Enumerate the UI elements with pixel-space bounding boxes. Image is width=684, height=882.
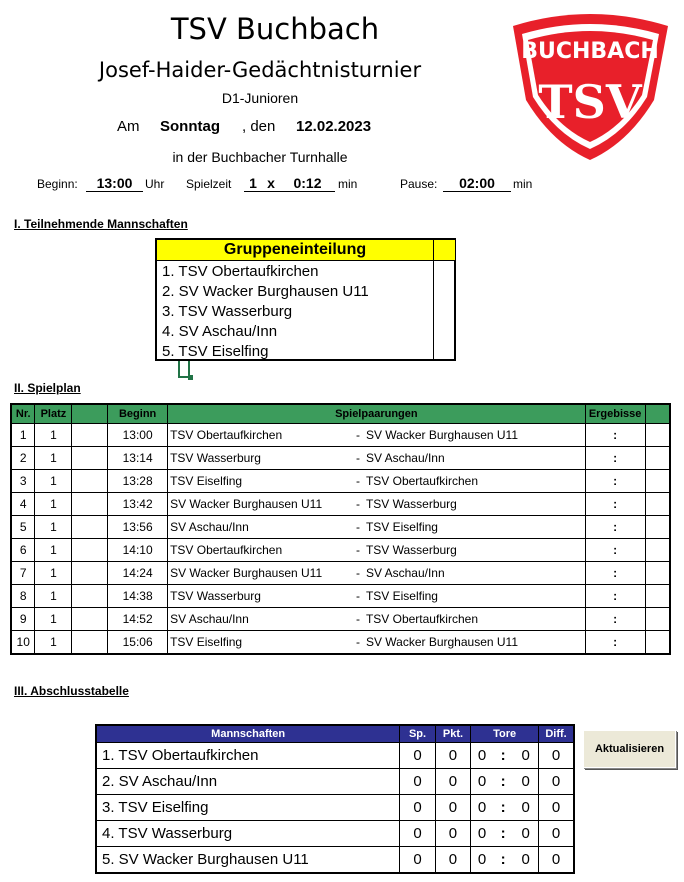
field-number: 1: [35, 608, 72, 631]
standings-row: [96, 847, 574, 874]
extra-cell: [645, 562, 670, 585]
pause-unit: min: [513, 177, 533, 191]
standings-row: [96, 821, 574, 847]
extra-cell: [645, 608, 670, 631]
logo-text-bottom: TSV: [538, 75, 642, 129]
away-team-name: TSV Eiselfing: [365, 520, 438, 534]
field-number: 1: [35, 424, 72, 447]
points: 0: [435, 795, 470, 821]
home-team: TSV Wasserburg: [168, 447, 362, 470]
goals-for: 0: [471, 847, 493, 874]
section-teams-title: I. Teilnehmende Mannschaften: [14, 217, 188, 231]
points: 0: [435, 769, 470, 795]
blank-cell: [72, 447, 108, 470]
field-number: 1: [35, 516, 72, 539]
schedule-row: [11, 608, 670, 631]
pause-label: Pause:: [400, 177, 438, 191]
goals-colon: :: [493, 743, 513, 769]
group-team-item[interactable]: 5. TSV Eiselfing: [162, 343, 269, 360]
away-team: [355, 447, 585, 470]
match-number: 1: [11, 424, 35, 447]
extra-cell: [645, 516, 670, 539]
date-mid: , den: [242, 118, 276, 135]
home-team: TSV Eiselfing: [168, 470, 362, 493]
playtime-unit: min: [338, 177, 358, 191]
blank-cell: [72, 631, 108, 655]
match-number: 7: [11, 562, 35, 585]
away-team-name: SV Wacker Burghausen U11: [365, 428, 519, 442]
tournament-name: Josef-Haider-Gedächtnisturnier: [98, 58, 422, 82]
goal-difference: 0: [539, 743, 574, 769]
schedule-row: [11, 493, 670, 516]
col-header-diff: Diff.: [539, 725, 574, 743]
goals-colon: :: [493, 769, 513, 795]
pairing-separator: -: [355, 612, 360, 626]
pairing-separator: -: [355, 451, 360, 465]
away-team-name: SV Aschau/Inn: [365, 566, 445, 580]
pairing-separator: -: [355, 520, 360, 534]
blank-cell: [72, 562, 108, 585]
home-team: TSV Eiselfing: [168, 631, 362, 655]
away-team-name: SV Wacker Burghausen U11: [365, 635, 519, 649]
pairing-separator: -: [355, 589, 360, 603]
group-header-filler: [433, 240, 455, 261]
standings-row: [96, 743, 574, 769]
result-cell[interactable]: :: [585, 447, 645, 470]
points: 0: [435, 821, 470, 847]
playtime-count[interactable]: 1: [244, 175, 262, 192]
standings-team: 5. SV Wacker Burghausen U11: [96, 847, 400, 874]
schedule-row: [11, 562, 670, 585]
col-header-sp: Sp.: [400, 725, 435, 743]
standings-team: 2. SV Aschau/Inn: [96, 769, 400, 795]
match-number: 6: [11, 539, 35, 562]
away-team: [355, 585, 585, 608]
playtime-x: x: [262, 175, 280, 192]
age-group: D1-Junioren: [221, 90, 299, 106]
away-team: [355, 562, 585, 585]
extra-cell: [645, 631, 670, 655]
group-team-item[interactable]: 2. SV Wacker Burghausen U11: [162, 283, 369, 300]
date: 12.02.2023: [296, 118, 372, 135]
start-time: 13:42: [108, 493, 168, 516]
field-number: 1: [35, 562, 72, 585]
match-number: 9: [11, 608, 35, 631]
goals-against: 0: [513, 743, 538, 769]
goals-for: 0: [471, 769, 493, 795]
blank-cell: [72, 424, 108, 447]
group-divider: [433, 261, 434, 359]
playtime-value[interactable]: 0:12: [280, 175, 335, 192]
extra-cell: [645, 424, 670, 447]
fill-handle[interactable]: [188, 375, 193, 380]
start-label: Beginn:: [37, 177, 78, 191]
result-cell[interactable]: :: [585, 562, 645, 585]
home-team: TSV Obertaufkirchen: [168, 424, 362, 447]
start-time: 15:06: [108, 631, 168, 655]
start-time: 13:00: [108, 424, 168, 447]
field-number: 1: [35, 539, 72, 562]
away-team-name: TSV Wasserburg: [365, 543, 457, 557]
goals-against: 0: [513, 847, 538, 874]
standings-team: 1. TSV Obertaufkirchen: [96, 743, 400, 769]
goal-difference: 0: [539, 821, 574, 847]
games-played: 0: [400, 847, 435, 874]
field-number: 1: [35, 493, 72, 516]
schedule-row: [11, 631, 670, 655]
pause-value[interactable]: 02:00: [443, 175, 511, 192]
schedule-row: [11, 585, 670, 608]
goals-against: 0: [513, 795, 538, 821]
schedule-table: [10, 403, 671, 655]
update-button[interactable]: Aktualisieren: [583, 730, 676, 768]
result-cell[interactable]: :: [585, 516, 645, 539]
home-team: TSV Obertaufkirchen: [168, 539, 362, 562]
standings-row: [96, 769, 574, 795]
group-team-item[interactable]: 4. SV Aschau/Inn: [162, 323, 278, 340]
start-time: 13:56: [108, 516, 168, 539]
col-header-nr: Nr.: [11, 404, 35, 424]
blank-cell: [72, 585, 108, 608]
standings-team: 4. TSV Wasserburg: [96, 821, 400, 847]
blank-cell: [72, 470, 108, 493]
schedule-row: [11, 516, 670, 539]
blank-cell: [72, 493, 108, 516]
away-team-name: TSV Obertaufkirchen: [365, 474, 478, 488]
club-logo: [508, 8, 673, 163]
away-team-name: TSV Wasserburg: [365, 497, 457, 511]
schedule-row: [11, 539, 670, 562]
date-prefix: Am: [117, 118, 140, 135]
field-number: 1: [35, 447, 72, 470]
pairing-separator: -: [355, 566, 360, 580]
home-team: TSV Wasserburg: [168, 585, 362, 608]
col-header-pkt: Pkt.: [435, 725, 470, 743]
away-team: [355, 539, 585, 562]
group-assignment-box: [155, 238, 456, 361]
games-played: 0: [400, 821, 435, 847]
start-time: 14:10: [108, 539, 168, 562]
result-cell[interactable]: :: [585, 608, 645, 631]
home-team: SV Wacker Burghausen U11: [168, 493, 362, 516]
group-team-item[interactable]: 3. TSV Wasserburg: [162, 303, 293, 320]
result-cell[interactable]: :: [585, 493, 645, 516]
home-team: SV Wacker Burghausen U11: [168, 562, 362, 585]
field-number: 1: [35, 631, 72, 655]
pairing-separator: -: [355, 497, 360, 511]
pairing-separator: -: [355, 474, 360, 488]
venue: in der Buchbacher Turnhalle: [172, 149, 348, 165]
standings-row: [96, 795, 574, 821]
points: 0: [435, 743, 470, 769]
games-played: 0: [400, 743, 435, 769]
away-team: [355, 424, 585, 447]
goals-for: 0: [471, 821, 493, 847]
goals-colon: :: [493, 847, 513, 874]
col-header-platz: Platz: [35, 404, 72, 424]
blank-cell: [72, 516, 108, 539]
goals-colon: :: [493, 821, 513, 847]
match-number: 4: [11, 493, 35, 516]
result-cell[interactable]: :: [585, 631, 645, 655]
away-team-name: TSV Eiselfing: [365, 589, 438, 603]
match-number: 8: [11, 585, 35, 608]
pairing-separator: -: [355, 428, 360, 442]
blank-cell: [72, 608, 108, 631]
start-time-value[interactable]: 13:00: [86, 175, 143, 192]
schedule-row: [11, 424, 670, 447]
away-team-name: SV Aschau/Inn: [365, 451, 445, 465]
playtime-label: Spielzeit: [186, 177, 232, 191]
extra-cell: [645, 539, 670, 562]
start-unit: Uhr: [145, 177, 165, 191]
section-schedule-title: II. Spielplan: [14, 381, 81, 395]
page-title: TSV Buchbach: [170, 12, 380, 46]
home-team: SV Aschau/Inn: [168, 516, 362, 539]
col-header-beginn: Beginn: [108, 404, 168, 424]
start-time: 13:28: [108, 470, 168, 493]
start-time: 14:38: [108, 585, 168, 608]
start-time: 14:52: [108, 608, 168, 631]
field-number: 1: [35, 470, 72, 493]
col-header-extra: [645, 404, 670, 424]
goals-for: 0: [471, 795, 493, 821]
home-team: SV Aschau/Inn: [168, 608, 362, 631]
group-header: Gruppeneinteilung: [157, 240, 433, 261]
goals-against: 0: [513, 769, 538, 795]
away-team: [355, 516, 585, 539]
result-cell[interactable]: :: [585, 585, 645, 608]
col-header-pairings: Spielpaarungen: [168, 404, 586, 424]
schedule-row: [11, 470, 670, 493]
field-number: 1: [35, 585, 72, 608]
pairing-separator: -: [355, 635, 360, 649]
pairing-separator: -: [355, 543, 360, 557]
blank-cell: [72, 539, 108, 562]
goal-difference: 0: [539, 795, 574, 821]
points: 0: [435, 847, 470, 874]
match-number: 10: [11, 631, 35, 655]
away-team: [355, 470, 585, 493]
result-cell[interactable]: :: [585, 539, 645, 562]
match-number: 5: [11, 516, 35, 539]
away-team: [355, 631, 585, 655]
away-team: [355, 493, 585, 516]
match-number: 2: [11, 447, 35, 470]
result-cell[interactable]: :: [585, 424, 645, 447]
games-played: 0: [400, 769, 435, 795]
schedule-row: [11, 447, 670, 470]
col-header-tore: Tore: [471, 725, 539, 743]
goals-against: 0: [513, 821, 538, 847]
final-standings-table: [95, 724, 575, 874]
games-played: 0: [400, 795, 435, 821]
extra-cell: [645, 493, 670, 516]
goal-difference: 0: [539, 769, 574, 795]
goals-for: 0: [471, 743, 493, 769]
away-team: [355, 608, 585, 631]
goals-colon: :: [493, 795, 513, 821]
goal-difference: 0: [539, 847, 574, 874]
extra-cell: [645, 585, 670, 608]
extra-cell: [645, 447, 670, 470]
weekday: Sonntag: [160, 118, 220, 135]
col-header-teams: Mannschaften: [96, 725, 400, 743]
logo-text-top: BUCHBACH: [521, 39, 659, 64]
col-header-blank: [72, 404, 108, 424]
match-number: 3: [11, 470, 35, 493]
standings-team: 3. TSV Eiselfing: [96, 795, 400, 821]
section-final-table-title: III. Abschlusstabelle: [14, 684, 129, 698]
col-header-results: Ergebisse: [585, 404, 645, 424]
away-team-name: TSV Obertaufkirchen: [365, 612, 478, 626]
result-cell[interactable]: :: [585, 470, 645, 493]
start-time: 14:24: [108, 562, 168, 585]
start-time: 13:14: [108, 447, 168, 470]
extra-cell: [645, 470, 670, 493]
group-team-item[interactable]: 1. TSV Obertaufkirchen: [162, 263, 319, 280]
